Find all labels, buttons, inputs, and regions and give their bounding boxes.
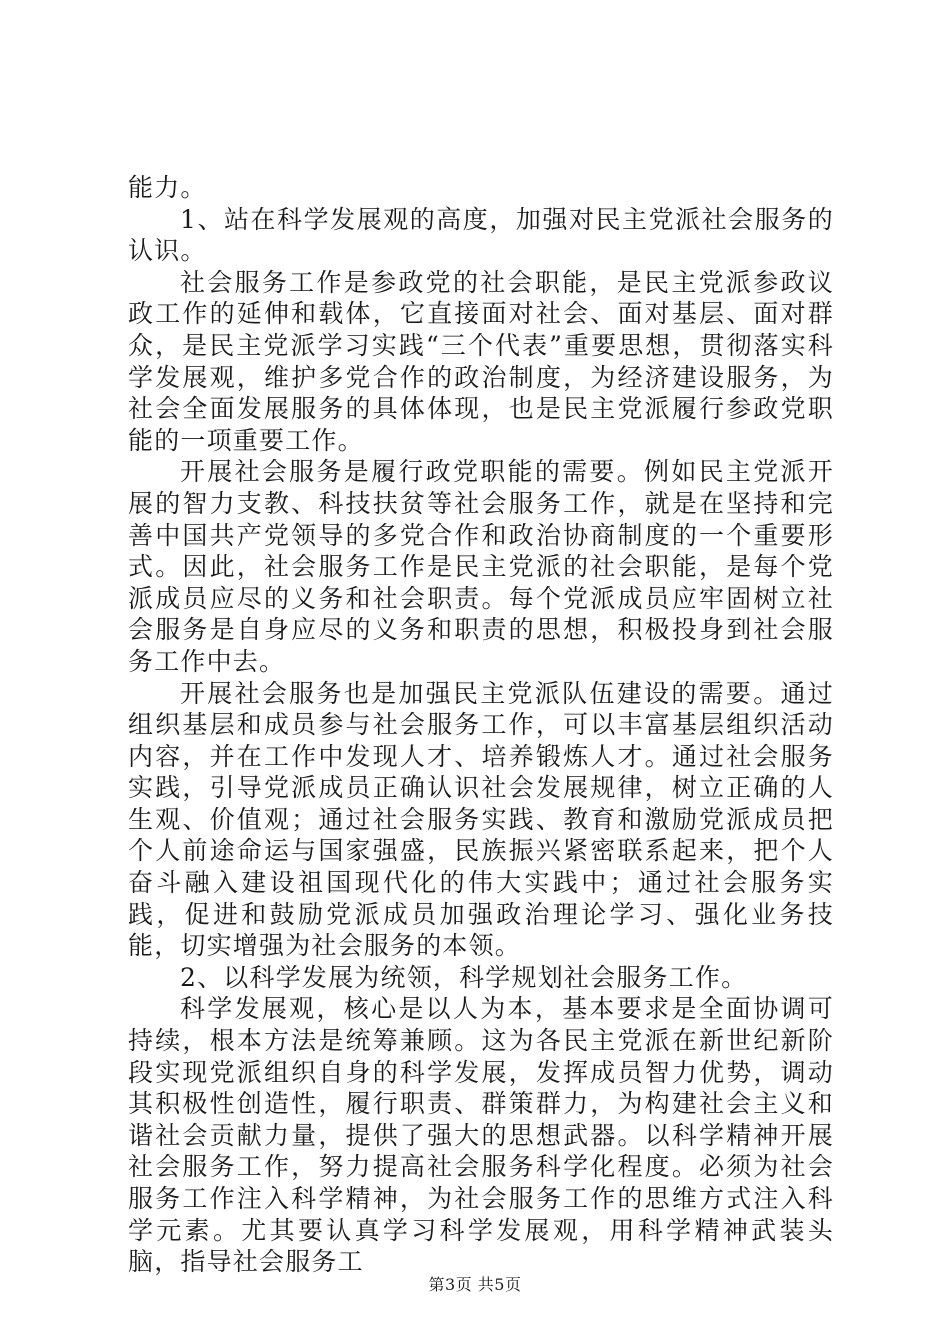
paragraph-5: 开展社会服务也是加强民主党派队伍建设的需要。通过组织基层和成员参与社会服务工作，可以丰富基层组织活动内容，并在工作中发现人才、培养锻炼人才。通过社会服务实践，引导党派成员正确认识社会发展规律，树立正确的人生观、价值观；通过社会服务实践、教育和激励党派成员把个人前途命运与国家强盛，民族振兴紧密联系起来，把个人奋斗融入建设祖国现代化的伟大实践中；通过社会服务实践，促进和鼓励党派成员加强政治理论学习、强化业务技能，切实增强为社会服务的本领。	[128, 678, 834, 961]
paragraph-7: 科学发展观，核心是以人为本，基本要求是全面协调可持续，根本方法是统筹兼顾。这为各民主党派在新世纪新阶段实现党派组织自身的科学发展，发挥成员智力优势，调动其积极性创造性，履行职责、群策群力，为构建社会主义和谐社会贡献力量，提供了强大的思想武器。以科学精神开展社会服务工作，努力提高社会服务科学化程度。必须为社会服务工作注入科学精神，为社会服务工作的思维方式注入科学元素。尤其要认真学习科学发展观，用科学精神武装头脑，指导社会服务工	[128, 994, 834, 1277]
page-footer: 第3页 共5页	[428, 1275, 522, 1294]
paragraph-2: 1、站在科学发展观的高度，加强对民主党派社会服务的认识。	[128, 204, 834, 266]
paragraph-3: 社会服务工作是参政党的社会职能，是民主党派参政议政工作的延伸和载体，它直接面对社会、面对基层、面对群众，是民主党派学习实践“三个代表”重要思想，贯彻落实科学发展观，维护多党合作的政治制度，为经济建设服务，为社会全面发展服务的具体体现，也是民主党派履行参政党职能的一项重要工作。	[128, 267, 834, 455]
document-body	[128, 172, 834, 1278]
paragraph-4: 开展社会服务是履行政党职能的需要。例如民主党派开展的智力支教、科技扶贫等社会服务工作，就是在坚持和完善中国共产党领导的多党合作和政治协商制度的一个重要形式。因此，社会服务工作是民主党派的社会职能，是每个党派成员应尽的义务和社会职责。每个党派成员应牢固树立社会服务是自身应尽的义务和职责的思想，积极投身到社会服务工作中去。	[128, 457, 834, 676]
paragraph-6: 2、以科学发展为统领，科学规划社会服务工作。	[180, 962, 748, 992]
paragraph-1: 能力。	[128, 173, 207, 202]
